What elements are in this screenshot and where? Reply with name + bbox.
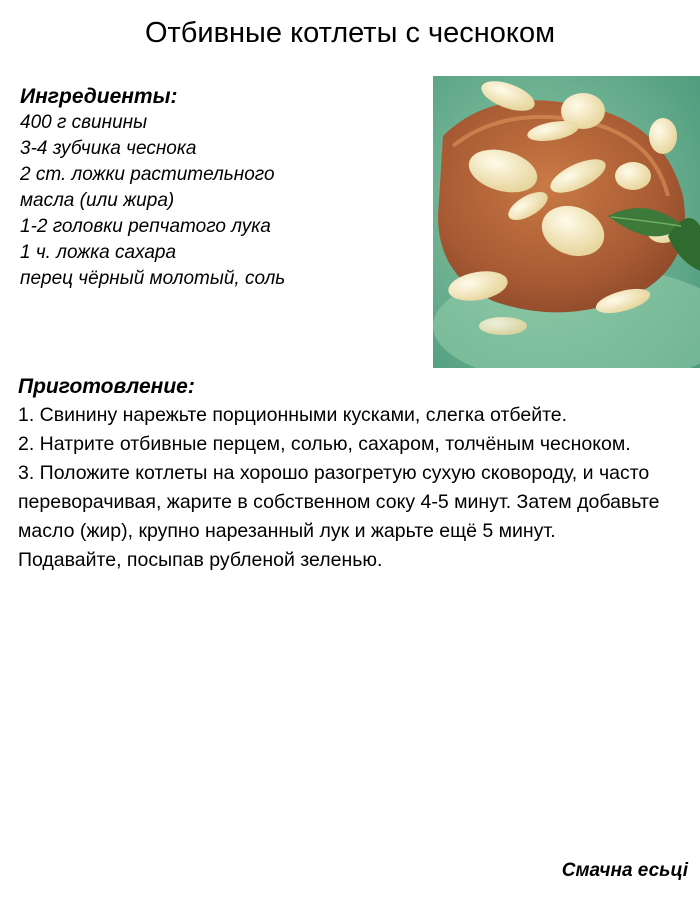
ingredient-item: масла (или жира) — [20, 190, 175, 211]
ingredients-section — [20, 84, 420, 292]
dish-photo — [433, 76, 700, 368]
preparation-heading: Приготовление: — [18, 375, 195, 398]
pork-chop-photo-icon — [433, 76, 700, 368]
preparation-step: 2. Натрите отбивные перцем, солью, сахаром, толчёным чесноком. — [18, 433, 631, 455]
preparation-section — [18, 372, 686, 575]
ingredient-item: 1 ч. ложка сахара — [20, 242, 177, 263]
ingredient-item: 2 ст. ложки растительного — [20, 164, 275, 185]
ingredient-item: 3-4 зубчика чеснока — [20, 138, 197, 159]
ingredient-item: перец чёрный молотый, соль — [20, 268, 286, 289]
ingredients-heading: Ингредиенты: — [20, 85, 178, 108]
ingredient-item: 400 г свинины — [20, 112, 148, 133]
preparation-step: 3. Положите котлеты на хорошо разогретую сухую сковороду, и часто переворачивая, жарите в собственном соку 4-5 минут. Затем добавьте масло (жир), крупно нарезанный лук и жарьте ещё 5 минут. — [18, 462, 660, 542]
signoff-text: Смачна есьці — [561, 860, 688, 881]
preparation-step: 1. Свинину нарежьте порционными кусками, слегка отбейте. — [18, 404, 568, 426]
preparation-step: Подавайте, посыпав рубленой зеленью. — [18, 549, 383, 571]
page-title: Отбивные котлеты с чесноком — [144, 17, 556, 49]
ingredient-item: 1-2 головки репчатого лука — [20, 216, 271, 237]
